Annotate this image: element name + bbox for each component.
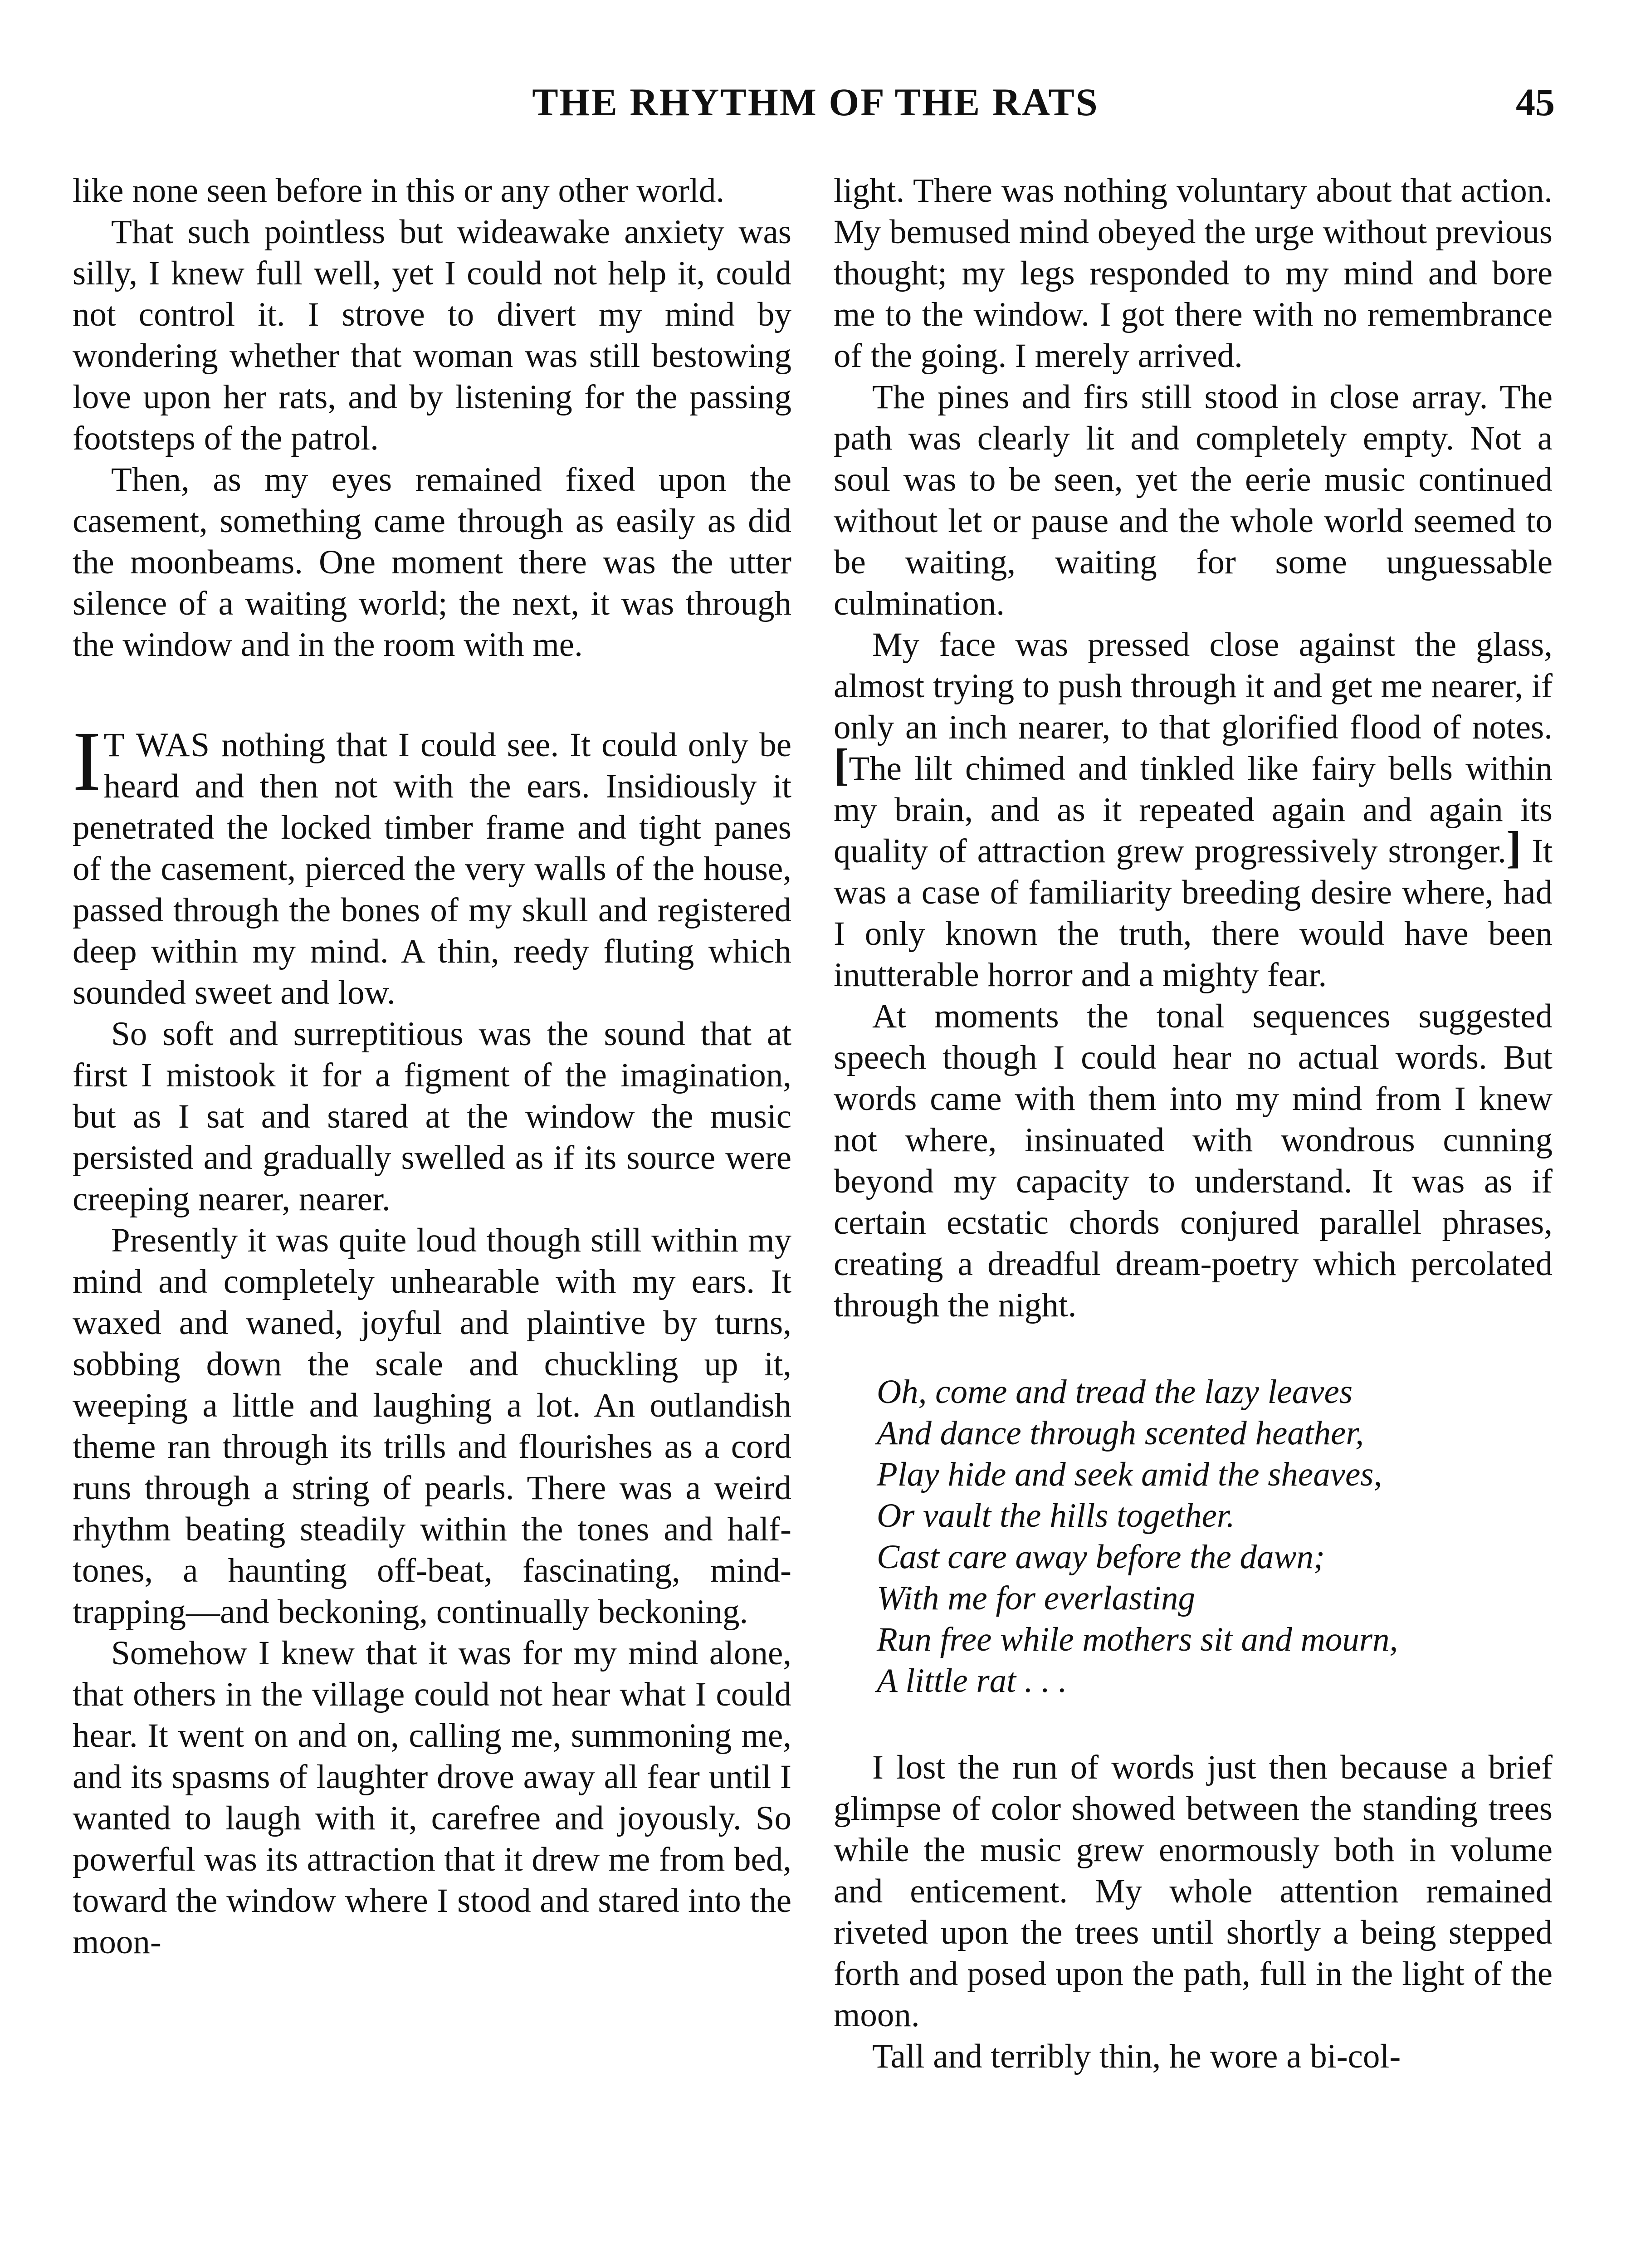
drop-cap: I [73,714,101,808]
paragraph: That such pointless but wideawake anxiety was silly, I knew full well, yet I could not help it, could not control it. I strove to divert my mind by wondering whether that woman was still bestowing love upon her rats, and by listening for the passing footsteps of the patrol. [73,213,791,457]
paragraph: Somehow I knew that it was for my mind alone, that others in the village could not hear what I could hear. It went on and on, calling me, summoning me, and its spasms of laughter drove away all fear until I wanted to laugh with it, carefree and joyously. So powerful was its attraction that it drew me from bed, toward the window where I stood and stared into the moon- [73,1634,791,1961]
paragraph-text: My face was pressed close against the glass, almost trying to push through it and get me nearer, if only an inch nearer, to that glorified flood of notes. [834,626,1553,746]
paragraph: I lost the run of words just then because a brief glimpse of color showed between the standing trees while the music grew enormously both in volume and enticement. My whole attention remained riveted upon the trees until shortly a being stepped forth and posed upon the path, full in the light of the moon. [834,1749,1553,2034]
bracket-open: [ [834,739,849,790]
paragraph: like none seen before in this or any other world. [73,172,725,210]
paragraph [834,624,1553,996]
small-caps-lead: T WAS [103,726,211,764]
paragraph-text: nothing that I could see. It could only be heard and then not with the ears. Insidiously it penetrated the locked timber frame and tight panes of the casement, pierced the very walls of the house, passed through the bones of my skull and registered deep within my mind. A thin, reedy fluting which sounded sweet and low. [73,726,791,1012]
section-break [73,665,791,724]
poem-line: Play hide and seek amid the sheaves, [877,1456,1382,1493]
paragraph: The pines and firs still stood in close array. The path was clearly lit and completely empty. Not a soul was to be seen, yet the eerie music continued without let or pause and the whole world seemed to be waiting, waiting for some unguessable culmination. [834,378,1553,622]
paragraph-text: It was a case of familiarity breeding desire where, had I only known the truth, there would have been inutterable horror and a mighty fear. [834,832,1553,994]
poem-line: With me for everlasting [877,1579,1195,1617]
bracket-close: ] [1506,822,1522,872]
stanza-gap [834,1326,1553,1371]
poem-line: Oh, come and tread the lazy leaves [877,1373,1353,1411]
poem-line: Or vault the hills together. [877,1497,1235,1535]
section-opening-paragraph [73,714,791,1013]
poem-line: Run free while mothers sit and mourn, [877,1621,1398,1658]
paragraph: At moments the tonal sequences suggested speech though I could hear no actual words. But words came with them into my mind from I knew not where, insinuated with wondrous cunning beyond my capacity to understand. It was as if certain ecstatic chords conjured parallel phrases, creating a dreadful dream-poetry which percolated through the night. [834,997,1553,1324]
poem-line: And dance through scented heather, [877,1414,1364,1452]
poem-line: A little rat . . . [877,1662,1067,1700]
poem-line: Cast care away before the dawn; [877,1538,1325,1576]
paragraph-text: The lilt chimed and tinkled like fairy bells within my brain, and as it repeated again and again its quality of attraction grew progressively stronger. [834,750,1553,870]
paragraph: Then, as my eyes remained fixed upon the casement, something came through as easily as did the moonbeams. One moment there was the utter silence of a waiting world; the next, it was through the window and in the room with me. [73,461,791,664]
left-column [73,170,791,1963]
paragraph: light. There was nothing voluntary about that action. My bemused mind obeyed the urge without previous thought; my legs responded to my mind and bore me to the window. I got there with no remembrance of the going. I merely arrived. [834,172,1553,375]
paragraph: Presently it was quite loud though still within my mind and completely unhearable with my ears. It waxed and waned, joyful and plaintive by turns, sobbing down the scale and chuckling up it, weeping a little and laughing a lot. An outlandish theme ran through its trills and flourishes as a cord runs through a string of pearls. There was a weird rhythm beating steadily within the tones and half-tones, a haunting off-beat, fascinating, mind-trapping—and beckoning, continually beckoning. [73,1222,791,1631]
page-header [0,79,1631,134]
running-title: THE RHYTHM OF THE RATS [532,80,1099,124]
paragraph: So soft and surreptitious was the sound that at first I mistook it for a figment of the imagination, but as I sat and stared at the window the music persisted and gradually swelled as if its source were creeping nearer, nearer. [73,1015,791,1218]
stanza-gap [834,1701,1553,1747]
right-column [834,170,1553,2077]
paragraph: Tall and terribly thin, he wore a bi-col- [872,2038,1401,2075]
poem-stanza [877,1371,1553,1701]
page-number: 45 [1516,80,1555,124]
